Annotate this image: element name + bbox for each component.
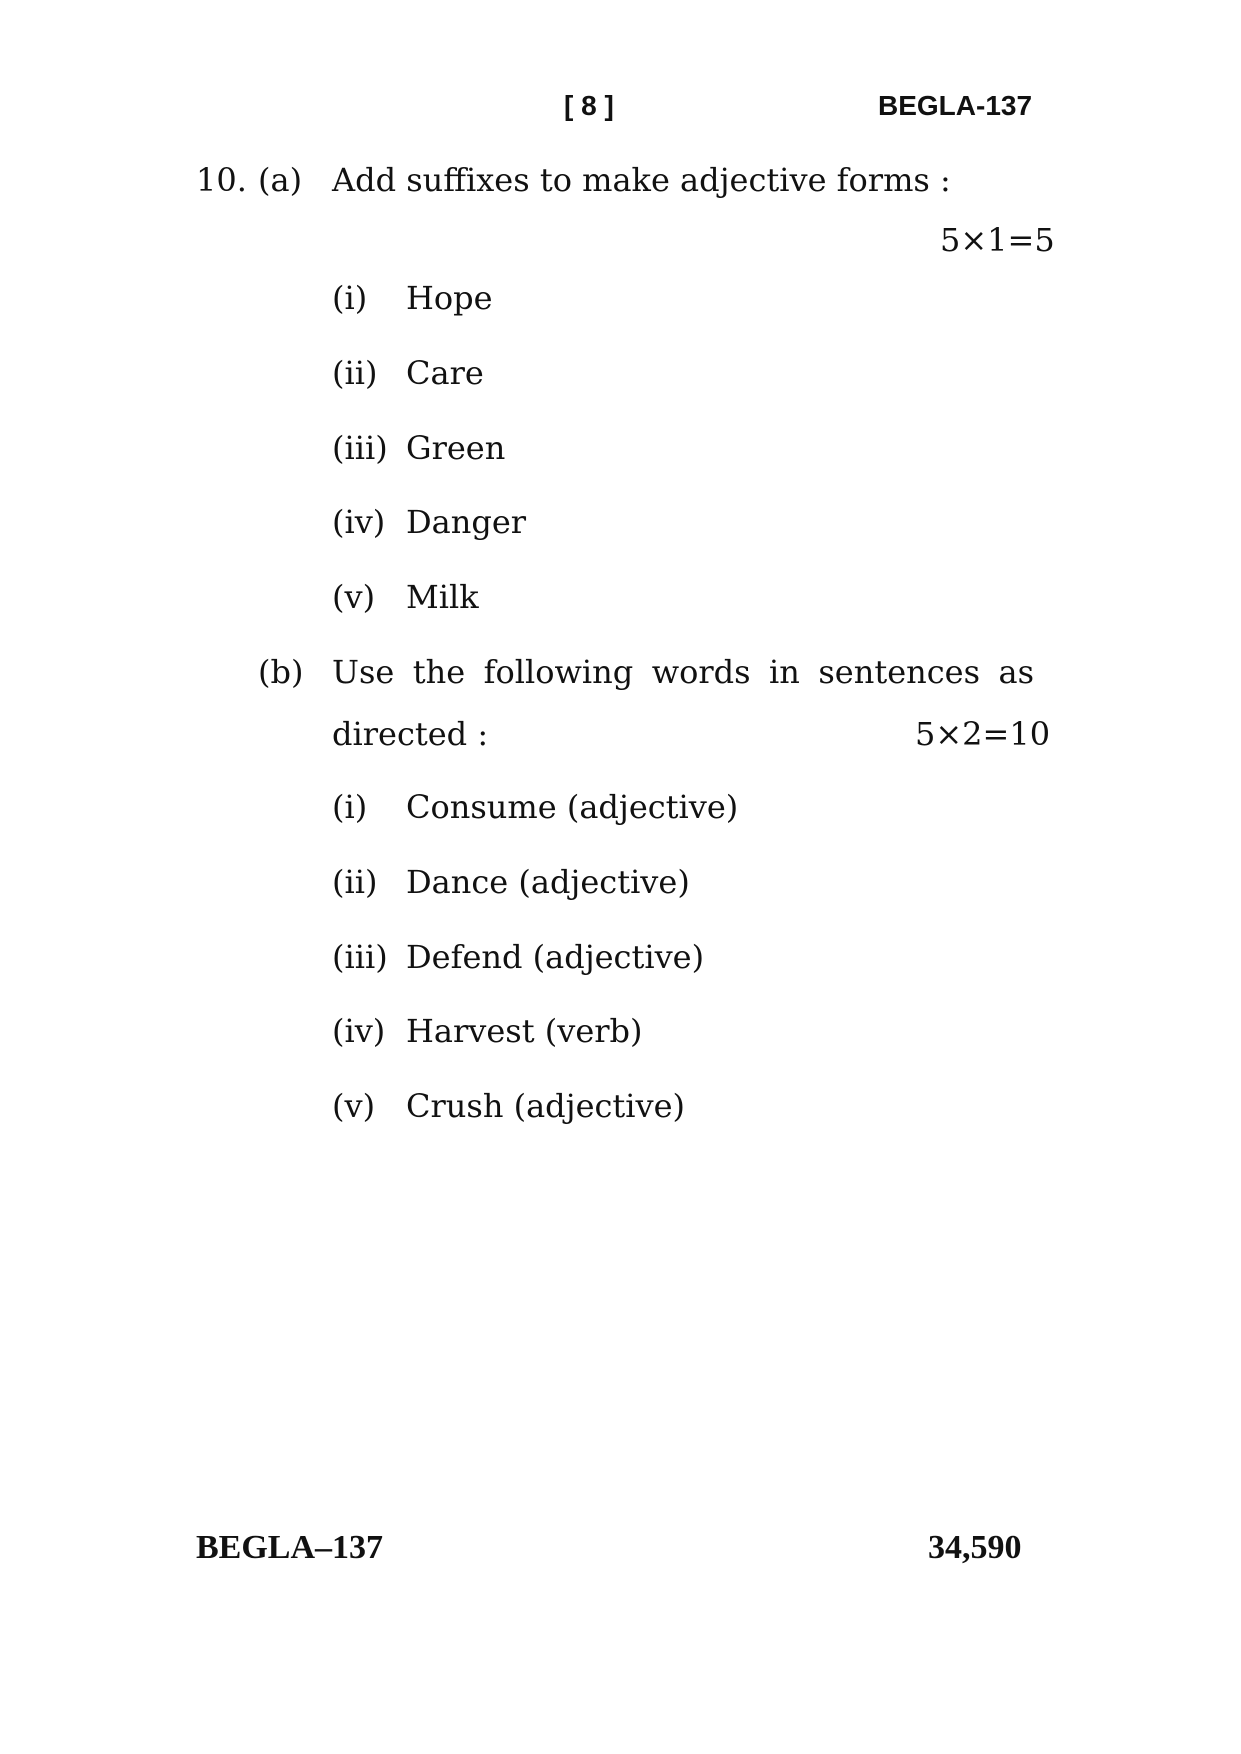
part-b-item-text: Crush (adjective) (406, 1087, 686, 1125)
part-a-item-text: Green (406, 429, 506, 467)
part-a-marks: 5×1=5 (940, 221, 1055, 259)
part-a-instruction: Add suffixes to make adjective forms : (332, 161, 951, 199)
part-a-item-text: Milk (406, 578, 479, 616)
part-a-item-number: (v) (332, 578, 376, 616)
part-a-item-number: (i) (332, 279, 368, 317)
part-a-item-text: Hope (406, 279, 493, 317)
question-number: 10. (196, 161, 247, 199)
part-b-instruction-line-2: directed : (332, 715, 489, 753)
page-number: [ 8 ] (564, 90, 614, 121)
part-b-item-text: Defend (adjective) (406, 938, 705, 976)
part-a-item-number: (ii) (332, 354, 378, 392)
part-b-item-text: Consume (adjective) (406, 788, 739, 826)
paper-code-header: BEGLA-137 (878, 90, 1033, 121)
part-a-item-number: (iv) (332, 503, 386, 541)
print-count: 34,590 (928, 1529, 1022, 1566)
paper-code-footer: BEGLA–137 (196, 1529, 384, 1566)
part-b-item-text: Harvest (verb) (406, 1012, 643, 1050)
part-b-item-number: (ii) (332, 863, 378, 901)
part-b-item-text: Dance (adjective) (406, 863, 690, 901)
part-b-item-number: (v) (332, 1087, 376, 1125)
part-a-label: (a) (258, 161, 303, 199)
part-b-marks: 5×2=10 (915, 715, 1051, 753)
part-b-instruction-line-1: Use the following words in sentences as (332, 653, 1034, 691)
part-b-item-number: (i) (332, 788, 368, 826)
part-b-label: (b) (258, 653, 304, 691)
part-b-item-number: (iv) (332, 1012, 386, 1050)
part-a-item-text: Danger (406, 503, 527, 541)
part-a-item-number: (iii) (332, 429, 388, 467)
part-b-item-number: (iii) (332, 938, 388, 976)
part-a-item-text: Care (406, 354, 484, 392)
